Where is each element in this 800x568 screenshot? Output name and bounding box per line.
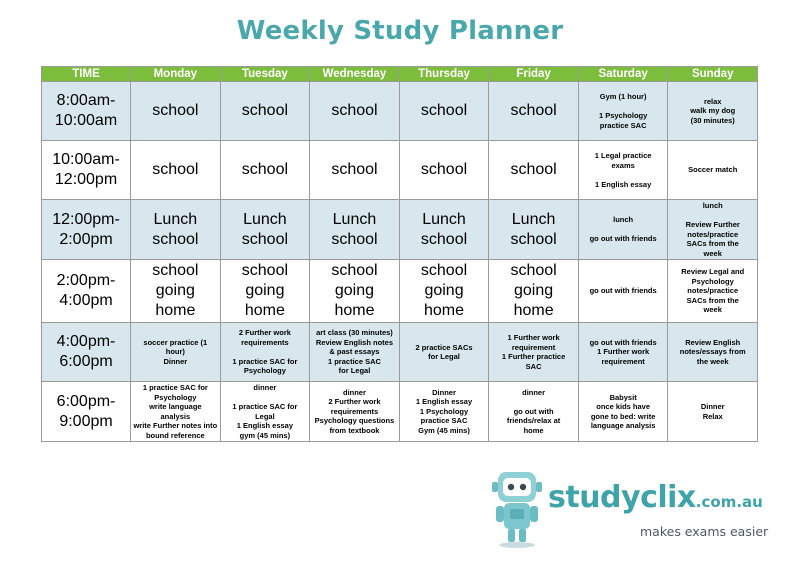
brand-text: studyclix	[548, 480, 696, 515]
time-slot-cell	[42, 200, 131, 260]
schedule-cell-tuesday	[220, 82, 310, 141]
schedule-cell-text: school going home	[241, 262, 289, 319]
header-saturday: Saturday	[578, 67, 668, 82]
schedule-cell-text: art class (30 minutes) Review English notes & past essays 1 practice SAC for Legal	[315, 328, 393, 376]
schedule-cell-friday	[489, 141, 579, 200]
schedule-cell-friday	[489, 82, 579, 141]
header-friday: Friday	[489, 67, 579, 82]
schedule-cell-monday	[131, 141, 221, 200]
time-slot-label: 4:00pm- 6:00pm	[56, 333, 116, 370]
schedule-cell-text: go out with friends	[589, 286, 657, 296]
schedule-cell-text: Lunch school	[420, 210, 468, 248]
schedule-cell-friday	[489, 382, 579, 442]
schedule-cell-saturday	[578, 323, 668, 382]
schedule-cell-text: Dinner Relax	[700, 402, 725, 421]
schedule-cell-text: school	[331, 102, 378, 119]
schedule-cell-saturday	[578, 141, 668, 200]
schedule-cell-text: school	[420, 102, 468, 119]
schedule-cell-text: 2 Further work requirements 1 practice SAC for Psychology	[232, 328, 298, 376]
time-slot-label: 10:00am- 12:00pm	[52, 151, 120, 188]
schedule-cell-text: school	[510, 161, 557, 178]
schedule-cell-friday	[489, 260, 579, 323]
time-slot-cell	[42, 141, 131, 200]
brand-domain: .com.au	[695, 493, 763, 511]
schedule-cell-thursday	[399, 260, 489, 323]
study-planner-table	[41, 66, 758, 442]
schedule-cell-text: Babysit once kids have gone to bed: write language analysis	[590, 392, 656, 430]
time-slot-cell	[42, 260, 131, 323]
schedule-cell-tuesday	[220, 382, 310, 442]
schedule-cell-text: Soccer match	[688, 165, 738, 175]
header-thursday: Thursday	[399, 67, 489, 82]
schedule-cell-text: lunch go out with friends	[589, 215, 657, 244]
schedule-cell-text: go out with friends 1 Further work requirement	[589, 337, 657, 366]
schedule-cell-text: Dinner 1 English essay 1 Psychology practice SAC Gym (45 mins)	[415, 387, 473, 435]
schedule-cell-friday	[489, 323, 579, 382]
schedule-cell-text: school going home	[331, 262, 378, 319]
schedule-cell-wednesday	[310, 323, 400, 382]
schedule-cell-text: 1 Further work requirement 1 Further practice SAC	[501, 333, 566, 371]
schedule-cell-wednesday	[310, 382, 400, 442]
robot-mascot-icon	[490, 470, 548, 548]
table-row	[42, 82, 758, 141]
schedule-cell-text: dinner go out with friends/relax at home	[506, 387, 561, 435]
brand-name	[548, 480, 763, 515]
schedule-cell-friday	[489, 200, 579, 260]
schedule-cell-thursday	[399, 82, 489, 141]
table-row	[42, 141, 758, 200]
time-slot-label: 2:00pm- 4:00pm	[56, 272, 116, 309]
schedule-cell-text: school going home	[420, 262, 468, 319]
schedule-cell-text: Gym (1 hour) 1 Psychology practice SAC	[598, 92, 648, 130]
header-wednesday: Wednesday	[310, 67, 400, 82]
time-slot-label: 6:00pm- 9:00pm	[56, 392, 116, 430]
schedule-cell-sunday	[668, 200, 758, 260]
schedule-cell-tuesday	[220, 260, 310, 323]
time-slot-label: 8:00am- 10:00am	[54, 92, 118, 129]
schedule-cell-text: 1 Legal practice exams 1 English essay	[594, 151, 652, 189]
schedule-cell-text: Review English notes/essays from the week	[679, 337, 746, 366]
schedule-cell-wednesday	[310, 200, 400, 260]
schedule-cell-text: school	[510, 102, 557, 119]
schedule-cell-text: Lunch school	[152, 210, 199, 248]
schedule-cell-saturday	[578, 260, 668, 323]
schedule-cell-tuesday	[220, 141, 310, 200]
header-tuesday: Tuesday	[220, 67, 310, 82]
schedule-cell-text: dinner 1 practice SAC for Legal 1 English essay gym (45 mins)	[232, 383, 298, 440]
brand-tagline: makes exams easier	[640, 524, 769, 539]
schedule-cell-wednesday	[310, 82, 400, 141]
schedule-cell-sunday	[668, 260, 758, 323]
schedule-cell-tuesday	[220, 323, 310, 382]
schedule-cell-text: 1 practice SAC for Psychology write language analysis write Further notes into bound reference	[133, 383, 218, 440]
time-slot-cell	[42, 382, 131, 442]
schedule-cell-thursday	[399, 141, 489, 200]
studyclix-logo	[490, 470, 770, 550]
time-slot-label: 12:00pm- 2:00pm	[52, 210, 120, 248]
schedule-cell-wednesday	[310, 141, 400, 200]
table-row	[42, 260, 758, 323]
schedule-cell-text: school	[152, 102, 199, 119]
schedule-cell-text: 2 practice SACs for Legal	[415, 342, 473, 361]
schedule-cell-text: school going home	[510, 262, 557, 319]
schedule-cell-tuesday	[220, 200, 310, 260]
schedule-cell-monday	[131, 82, 221, 141]
time-slot-cell	[42, 82, 131, 141]
schedule-cell-monday	[131, 200, 221, 260]
schedule-cell-sunday	[668, 82, 758, 141]
schedule-cell-monday	[131, 323, 221, 382]
schedule-cell-text: relax walk my dog (30 minutes)	[690, 96, 736, 125]
schedule-cell-text: Lunch school	[510, 210, 557, 248]
schedule-cell-text: Lunch school	[241, 210, 289, 248]
schedule-cell-text: dinner 2 Further work requirements Psychology questions from textbook	[314, 387, 395, 435]
schedule-cell-saturday	[578, 382, 668, 442]
schedule-cell-text: school going home	[152, 262, 199, 319]
header-time: TIME	[42, 67, 131, 82]
table-row	[42, 200, 758, 260]
schedule-cell-saturday	[578, 82, 668, 141]
schedule-cell-thursday	[399, 382, 489, 442]
schedule-cell-wednesday	[310, 260, 400, 323]
schedule-cell-text: lunch Review Further notes/practice SACs from the week	[685, 201, 740, 258]
schedule-cell-text: Lunch school	[331, 210, 378, 248]
header-row	[42, 67, 758, 82]
page-title: Weekly Study Planner	[236, 16, 564, 46]
table-row	[42, 382, 758, 442]
schedule-cell-monday	[131, 382, 221, 442]
schedule-cell-sunday	[668, 382, 758, 442]
table-row	[42, 323, 758, 382]
schedule-cell-saturday	[578, 200, 668, 260]
time-slot-cell	[42, 323, 131, 382]
schedule-cell-sunday	[668, 323, 758, 382]
schedule-cell-text: school	[420, 161, 468, 178]
header-sunday: Sunday	[668, 67, 758, 82]
schedule-cell-text: school	[241, 102, 289, 119]
header-monday: Monday	[131, 67, 221, 82]
schedule-cell-thursday	[399, 200, 489, 260]
schedule-cell-text: soccer practice (1 hour) Dinner	[143, 337, 208, 366]
schedule-cell-text: school	[331, 161, 378, 178]
schedule-cell-thursday	[399, 323, 489, 382]
schedule-cell-monday	[131, 260, 221, 323]
schedule-cell-text: school	[241, 161, 289, 178]
schedule-cell-text: Review Legal and Psychology notes/practice SACs from the week	[681, 267, 745, 315]
schedule-cell-text: school	[152, 161, 199, 178]
schedule-cell-sunday	[668, 141, 758, 200]
